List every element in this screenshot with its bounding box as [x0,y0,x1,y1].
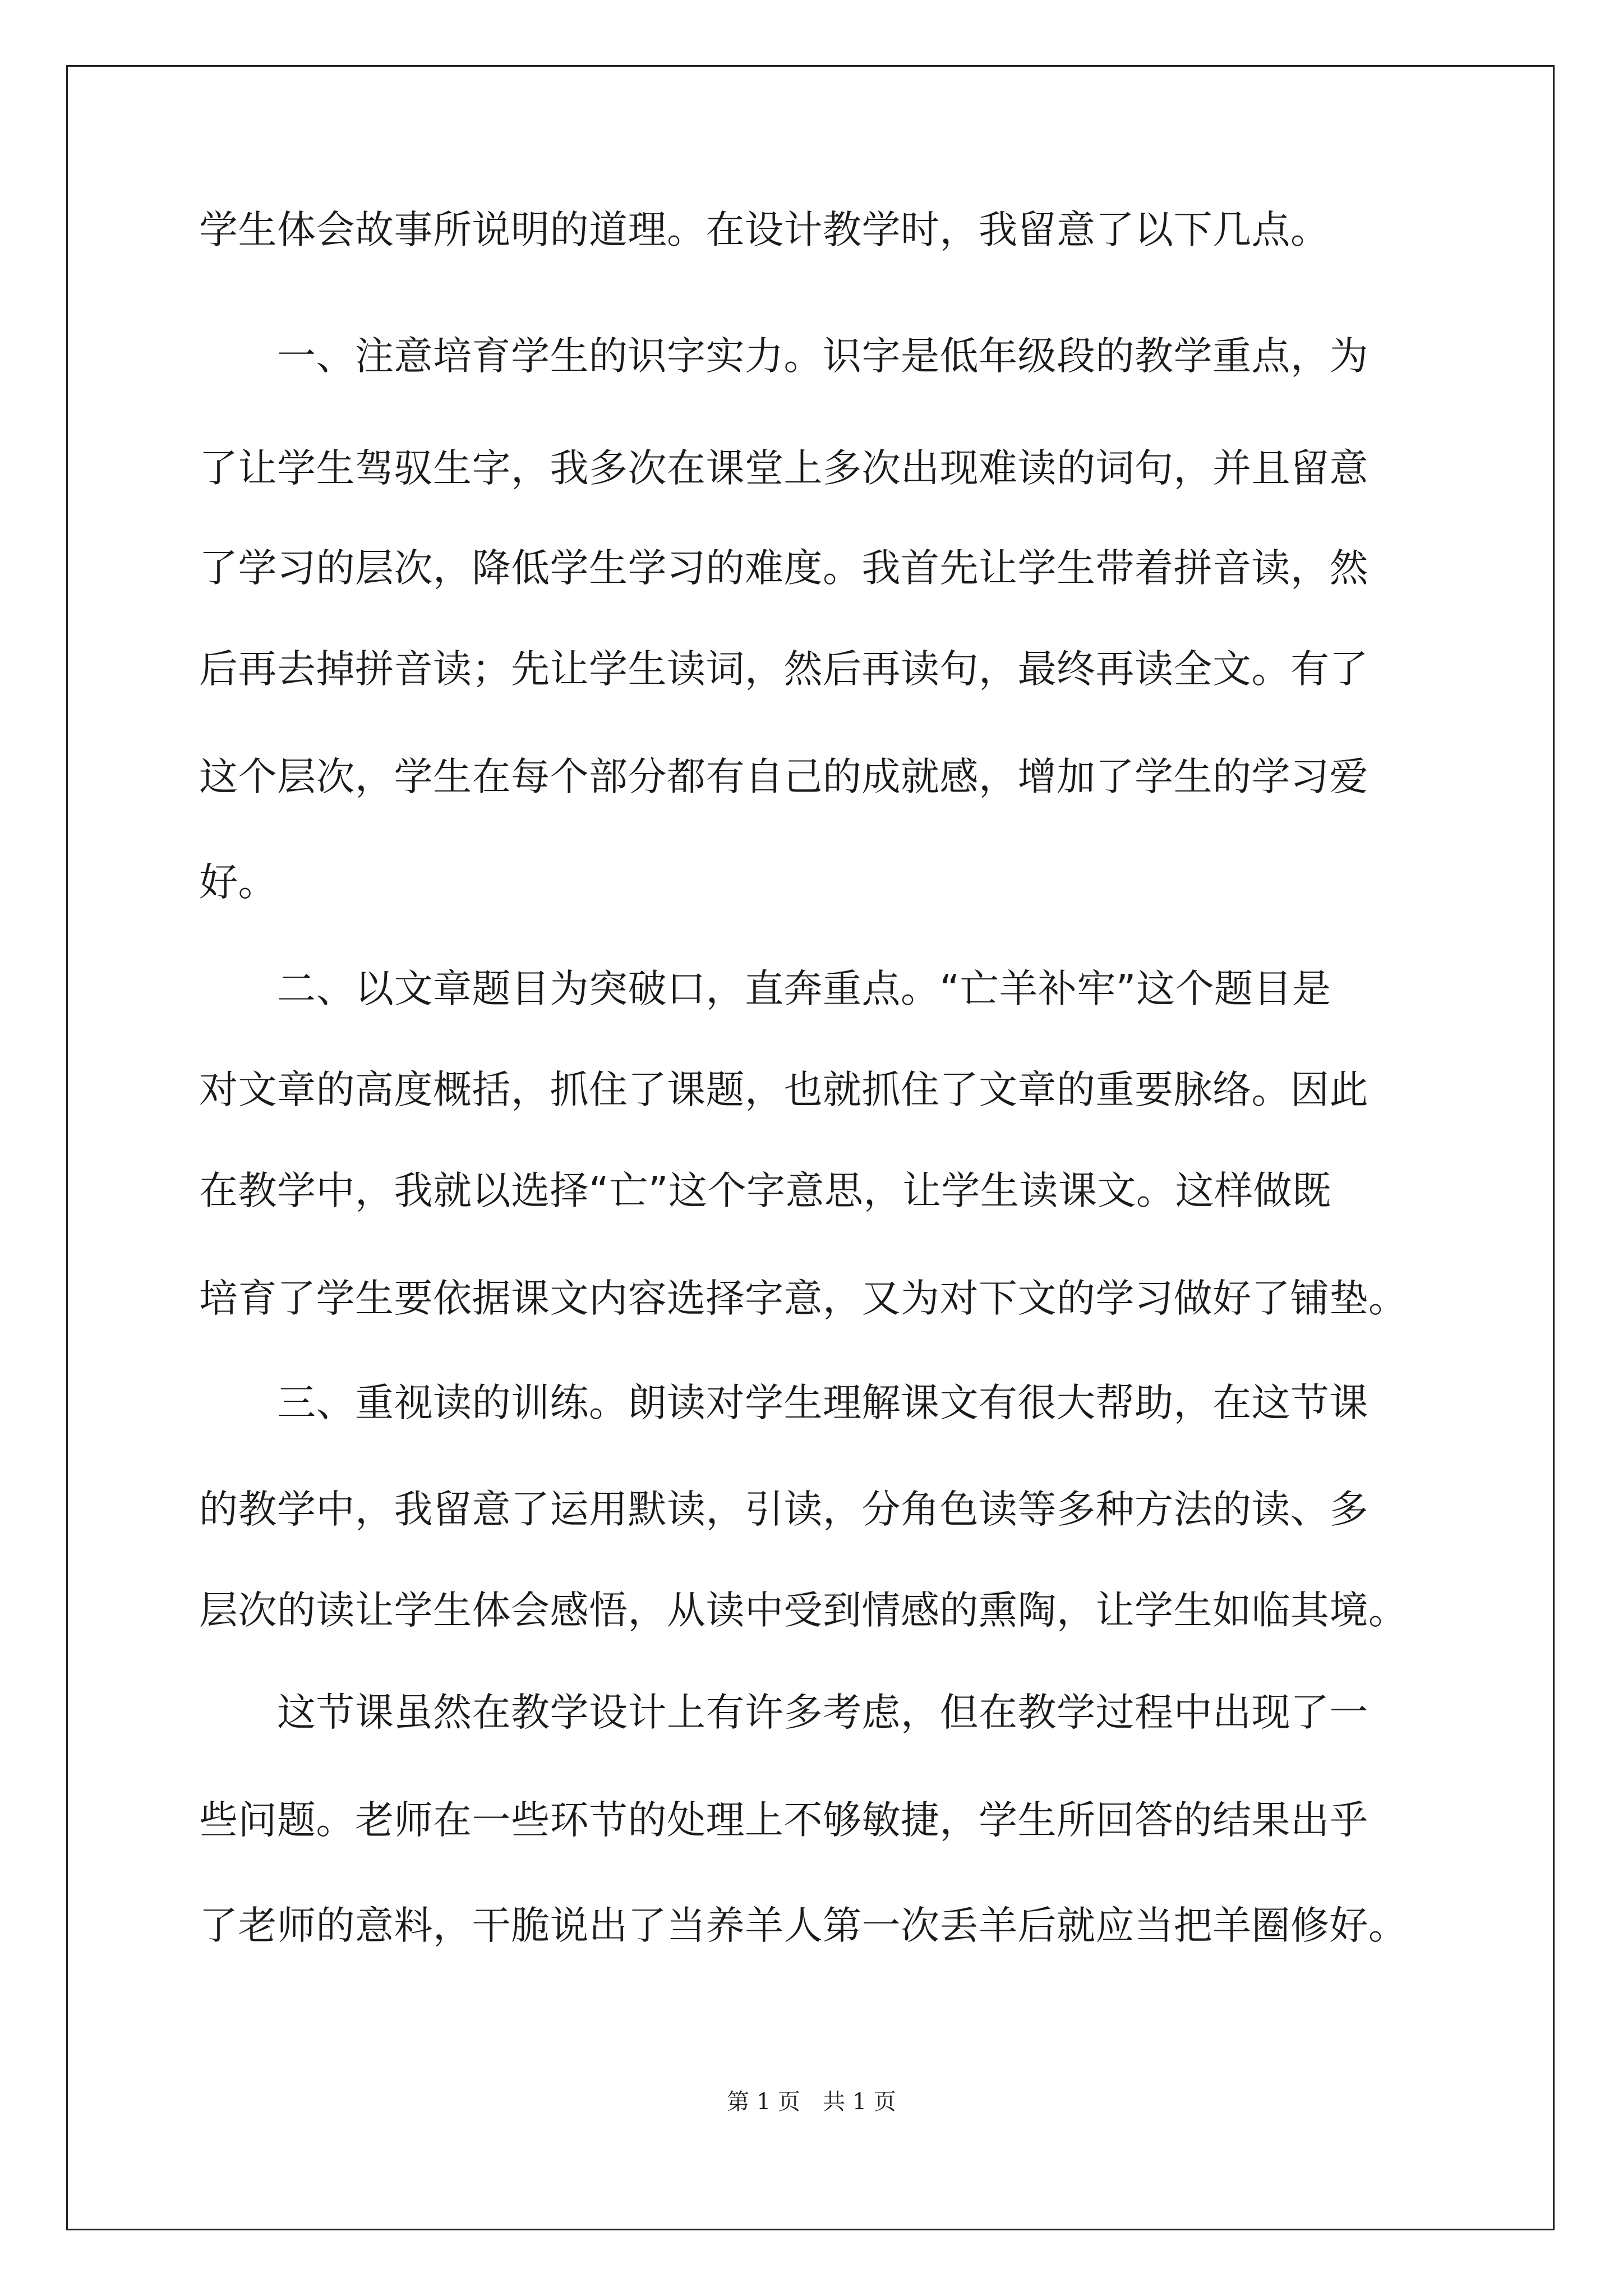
text-line: 好。 [199,860,277,905]
text-line: 这个层次，学生在每个部分都有自己的成就感，增加了学生的学习爱 [199,754,1368,799]
text-line: 了让学生驾驭生字，我多次在课堂上多次出现难读的词句，并且留意 [199,446,1368,491]
text-line: 了学习的层次，降低学生学习的难度。我首先让学生带着拼音读，然 [199,546,1368,591]
text-line: 层次的读让学生体会感悟，从读中受到情感的熏陶，让学生如临其境。 [199,1588,1408,1633]
text-line: 些问题。老师在一些环节的处理上不够敏捷，学生所回答的结果出乎 [199,1798,1368,1843]
text-line: 学生体会故事所说明的道理。在设计教学时，我留意了以下几点。 [199,208,1330,252]
text-line: 的教学中，我留意了运用默读，引读，分角色读等多种方法的读、多 [199,1487,1368,1532]
text-line: 三、重视读的训练。朗读对学生理解课文有很大帮助，在这节课 [199,1381,1368,1425]
text-line: 二、以文章题目为突破口，直奔重点。“亡羊补牢”这个题目是 [199,967,1331,1011]
text-line: 了老师的意料，干脆说出了当养羊人第一次丢羊后就应当把羊圈修好。 [199,1903,1408,1948]
text-line: 在教学中，我就以选择“亡”这个字意思，让学生读课文。这样做既 [199,1168,1331,1213]
text-line: 后再去掉拼音读；先让学生读词，然后再读句，最终再读全文。有了 [199,647,1368,692]
page-number: 第 1 页 共 1 页 [727,2089,896,2115]
text-line: 对文章的高度概括，抓住了课题，也就抓住了文章的重要脉络。因此 [199,1068,1368,1112]
text-line: 一、注意培育学生的识字实力。识字是低年级段的教学重点，为 [199,334,1368,379]
text-line: 培育了学生要依据课文内容选择字意，又为对下文的学习做好了铺垫。 [199,1276,1408,1321]
text-line: 这节课虽然在教学设计上有许多考虑，但在教学过程中出现了一 [199,1690,1368,1735]
